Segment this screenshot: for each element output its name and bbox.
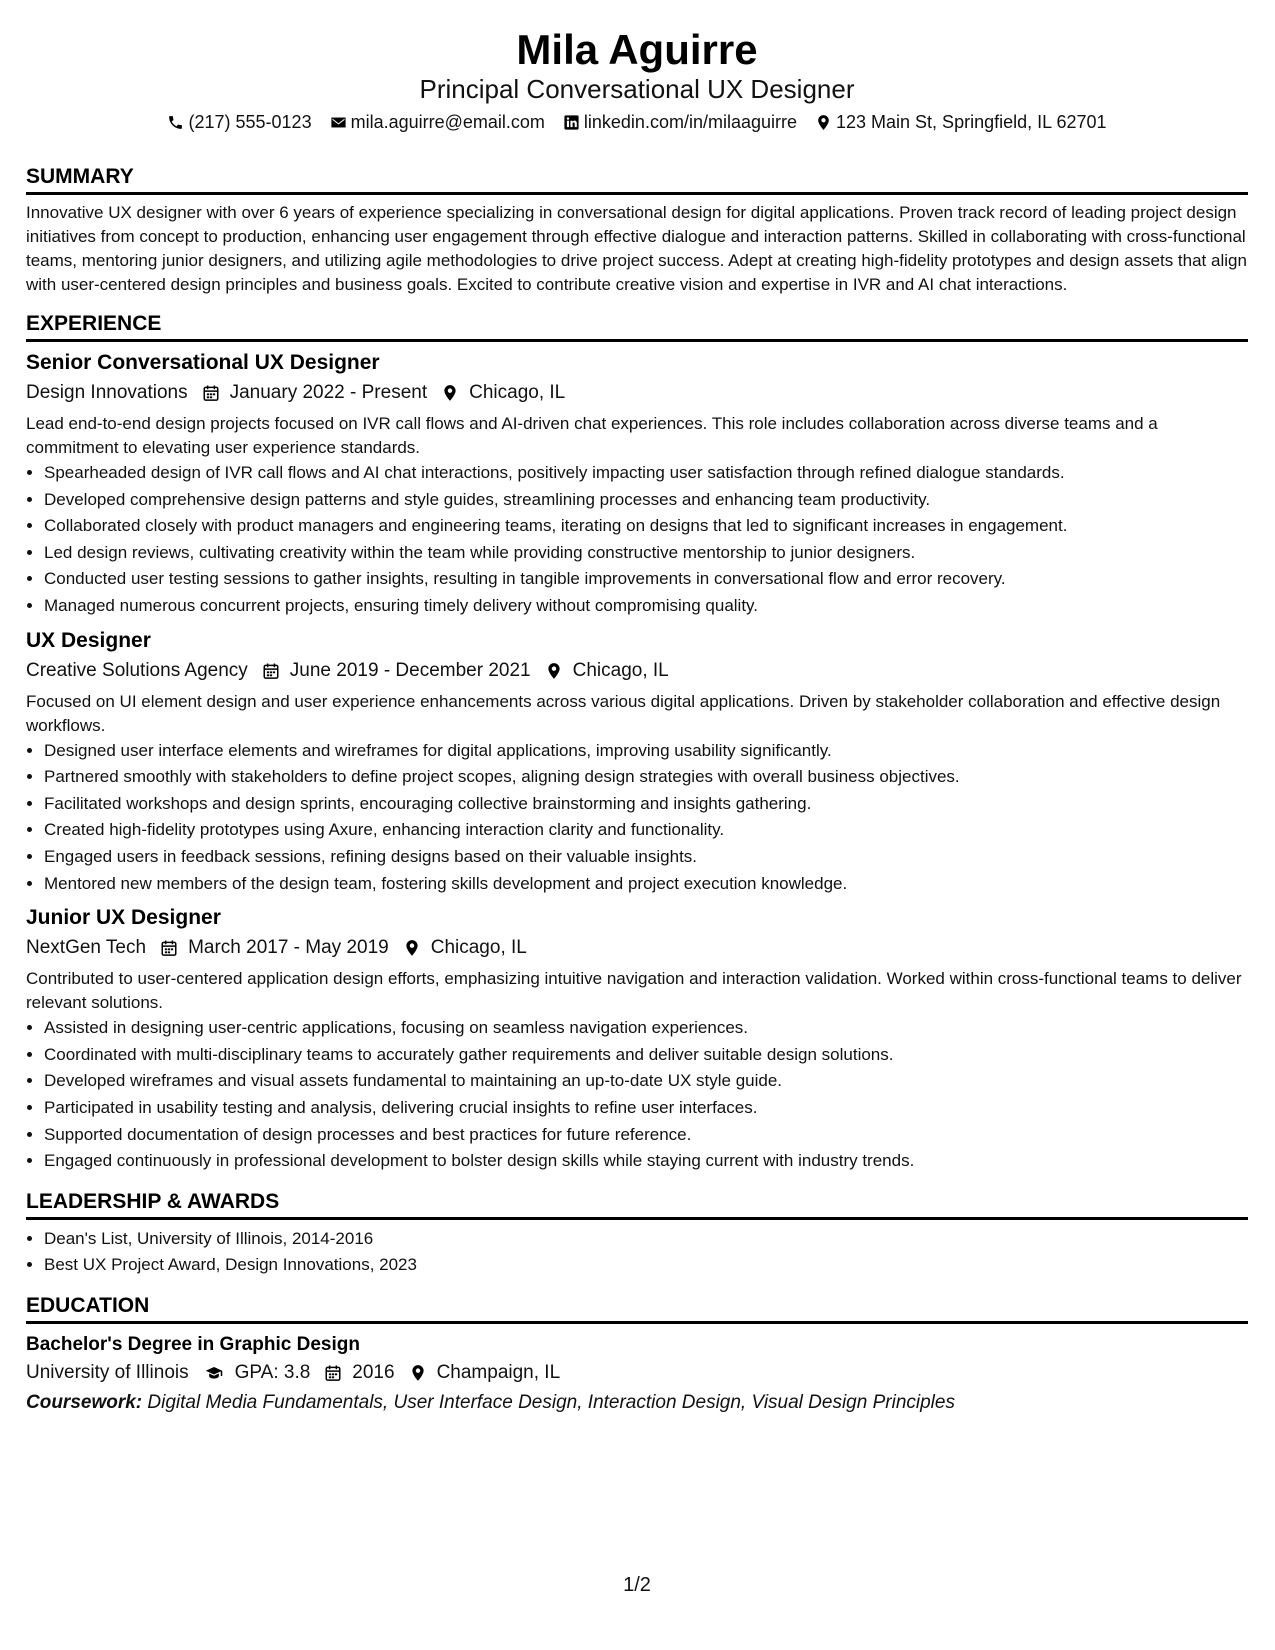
experience-heading: EXPERIENCE <box>26 311 1248 342</box>
map-pin-icon <box>815 114 832 131</box>
page-number: 1/2 <box>623 1574 651 1596</box>
job-bullets <box>26 1015 1248 1175</box>
job-description: Contributed to user-centered application design efforts, emphasizing intuitive navigation and interaction validation. Worked within cross-functional teams to deliver relevant solutions. <box>26 969 1242 1013</box>
degree-title: Bachelor's Degree in Graphic Design <box>26 1333 360 1355</box>
contact-phone-text: (217) 555-0123 <box>188 112 312 132</box>
resume-page <box>26 0 1248 1650</box>
education-meta <box>26 1360 1248 1386</box>
list-item: • Partnered smoothly with stakeholders to define project scopes, aligning design strategies with overall business objectives. <box>44 764 1248 791</box>
job-title: Junior UX Designer <box>26 906 221 930</box>
summary-text: Innovative UX designer with over 6 years of experience specializing in conversational design for digital applications. Proven track record of leading project design initiatives from concept to production, enhancing user engagement through effective dialogue and interaction patterns. Skilled in collaborating with cross-functional teams, mentoring junior designers, and utilizing agile methodologies to drive project success. Adept at creating high-fidelity prototypes and design assets that align with user-centered design principles and business goals. Excited to contribute creative vision and expertise in IVR and AI chat interactions. <box>26 203 1247 294</box>
school-location: Champaign, IL <box>436 1361 561 1383</box>
coursework-label: Coursework: <box>26 1391 143 1413</box>
map-pin-icon <box>441 384 459 402</box>
list-item: • Collaborated closely with product managers and engineering teams, iterating on designs that led to significant increases in engagement. <box>44 513 1248 540</box>
education-heading: EDUCATION <box>26 1293 1248 1324</box>
list-item: • Conducted user testing sessions to gather insights, resulting in tangible improvements in conversational flow and error recovery. <box>44 566 1248 593</box>
job-meta <box>26 935 1248 961</box>
calendar-icon <box>202 384 220 402</box>
contact-email-text: mila.aguirre@email.com <box>350 112 545 132</box>
list-item: • Participated in usability testing and analysis, delivering crucial insights to refine user interfaces. <box>44 1095 1248 1122</box>
list-item: • Developed comprehensive design patterns and style guides, streamlining processes and enhancing team productivity. <box>44 487 1248 514</box>
job-description: Lead end-to-end design projects focused on IVR call flows and AI-driven chat experiences. This role includes collaboration across diverse teams and a commitment to elevating user experience standards. <box>26 414 1158 457</box>
list-item: • Facilitated workshops and design sprints, encouraging collective brainstorming and insights gathering. <box>44 791 1248 818</box>
calendar-icon <box>262 662 280 680</box>
list-item: • Mentored new members of the design team, fostering skills development and project execution knowledge. <box>44 871 1248 898</box>
list-item: • Assisted in designing user-centric applications, focusing on seamless navigation experiences. <box>44 1015 1248 1042</box>
candidate-title: Principal Conversational UX Designer <box>419 74 855 104</box>
education-entry <box>26 1332 1248 1416</box>
graduation-year: 2016 <box>352 1361 395 1383</box>
job-entry <box>26 350 1248 620</box>
contact-bar <box>26 110 1248 134</box>
job-location: Chicago, IL <box>430 937 527 959</box>
job-entry <box>26 905 1248 1175</box>
list-item: • Coordinated with multi-disciplinary teams to accurately gather requirements and deliver suitable design solutions. <box>44 1042 1248 1069</box>
list-item: • Supported documentation of design processes and best practices for future reference. <box>44 1122 1248 1149</box>
list-item: • Managed numerous concurrent projects, ensuring timely delivery without compromising quality. <box>44 593 1248 620</box>
contact-email[interactable] <box>330 110 545 134</box>
list-item: • Engaged users in feedback sessions, refining designs based on their valuable insights. <box>44 844 1248 871</box>
job-dates: January 2022 - Present <box>229 382 428 403</box>
list-item: • Created high-fidelity prototypes using Axure, enhancing interaction clarity and functionality. <box>44 817 1248 844</box>
job-company: Creative Solutions Agency <box>26 659 248 681</box>
resume-header <box>26 26 1248 134</box>
graduation-cap-icon <box>203 1364 225 1382</box>
list-item: • Engaged continuously in professional development to bolster design skills while staying current with industry trends. <box>44 1148 1248 1175</box>
map-pin-icon <box>409 1364 427 1382</box>
list-item: • Designed user interface elements and wireframes for digital applications, improving usability significantly. <box>44 738 1248 765</box>
job-meta <box>26 380 1248 406</box>
job-location: Chicago, IL <box>469 382 566 403</box>
leadership-heading: LEADERSHIP & AWARDS <box>26 1189 1248 1220</box>
list-item: • Spearheaded design of IVR call flows and AI chat interactions, positively impacting user satisfaction through refined dialogue standards. <box>44 460 1248 487</box>
job-entry <box>26 628 1248 898</box>
contact-phone <box>167 110 311 134</box>
coursework <box>26 1390 1248 1416</box>
job-meta <box>26 658 1248 684</box>
candidate-name: Mila Aguirre <box>516 26 758 73</box>
contact-address <box>815 110 1107 134</box>
job-bullets <box>26 460 1248 620</box>
leadership-list <box>26 1226 1248 1279</box>
job-bullets <box>26 738 1248 898</box>
job-location: Chicago, IL <box>572 659 669 681</box>
linkedin-icon <box>563 114 580 131</box>
contact-linkedin[interactable] <box>563 110 797 134</box>
map-pin-icon <box>545 662 563 680</box>
job-title: UX Designer <box>26 628 151 652</box>
list-item: • Developed wireframes and visual assets fundamental to maintaining an up-to-date UX style guide. <box>44 1068 1248 1095</box>
job-dates: June 2019 - December 2021 <box>289 659 531 681</box>
summary-heading: SUMMARY <box>26 164 1248 195</box>
calendar-icon <box>160 939 178 957</box>
map-pin-icon <box>403 939 421 957</box>
contact-linkedin-text: linkedin.com/in/milaaguirre <box>583 112 797 132</box>
coursework-list: Digital Media Fundamentals, User Interface Design, Interaction Design, Visual Design Principles <box>147 1391 955 1413</box>
gpa: GPA: 3.8 <box>234 1361 311 1383</box>
job-description: Focused on UI element design and user experience enhancements across various digital applications. Driven by stakeholder collaboration and effective design workflows. <box>26 691 1221 735</box>
job-company: Design Innovations <box>26 382 188 403</box>
job-company: NextGen Tech <box>26 937 147 959</box>
list-item: • Dean's List, University of Illinois, 2014-2016 <box>44 1226 1248 1253</box>
school-name: University of Illinois <box>26 1361 189 1383</box>
calendar-icon <box>324 1364 342 1382</box>
phone-icon <box>167 114 184 131</box>
list-item: • Best UX Project Award, Design Innovations, 2023 <box>44 1252 1248 1279</box>
job-title: Senior Conversational UX Designer <box>26 351 380 374</box>
job-dates: March 2017 - May 2019 <box>188 937 389 959</box>
envelope-icon <box>330 114 347 131</box>
list-item: • Led design reviews, cultivating creativity within the team while providing constructive mentorship to junior designers. <box>44 540 1248 567</box>
contact-address-text: 123 Main St, Springfield, IL 62701 <box>836 112 1107 132</box>
